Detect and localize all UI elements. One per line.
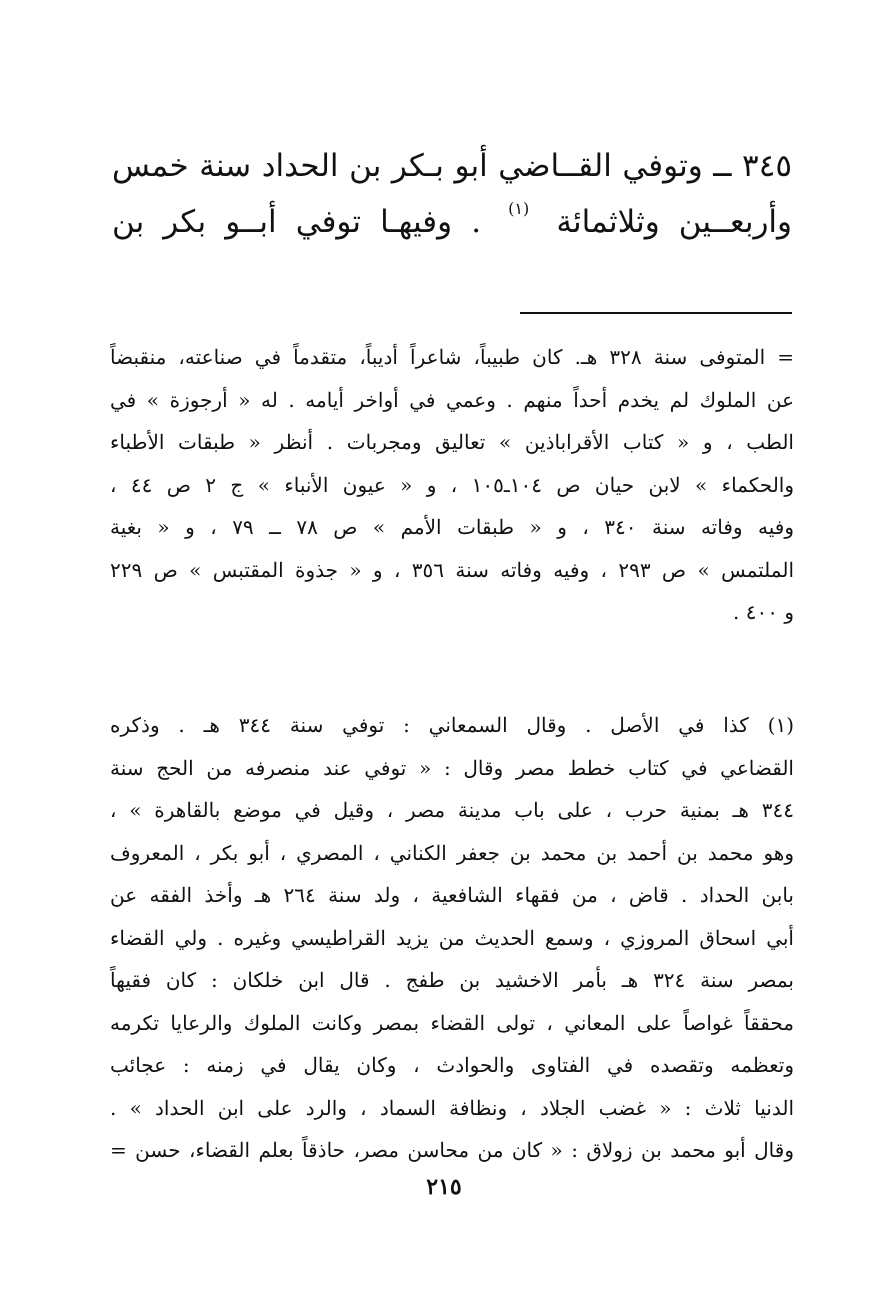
footnote-divider — [520, 312, 792, 314]
footnote-line: بمصر سنة ٣٢٤ هـ بأمر الاخشيد بن طفج . قال ابن خلكان : كان فقيهاً — [110, 968, 794, 992]
footnote-line: وتعظمه وتقصده في الفتاوى والحوادث ، وكان يقال في زمنه : عجائب — [110, 1053, 794, 1077]
footnote-line: والحكماء » لابن حيان ص ١٠٤ـ١٠٥ ، و « عيون الأنباء » ج ٢ ص ٤٤ ، — [110, 472, 794, 497]
footnote-line: الطب ، و « كتاب الأقراباذين » تعاليق ومجربات . أنظر « طبقات الأطباء — [110, 430, 794, 454]
main-line-2-end: وفيهـا توفي أبــو بكر بن — [112, 204, 453, 240]
main-line-2-start: وأربعــين وثلاثمائة — [556, 204, 792, 240]
main-line-2 — [112, 194, 792, 255]
footnote-line: أبي اسحاق المروزي ، وسمع الحديث من يزيد القراطيسي وغيره . ولي القضاء — [110, 925, 794, 950]
footnote-line: ٣٤٤ هـ بمنية حرب ، على باب مدينة مصر ، وقيل في موضع بالقاهرة » ، — [110, 798, 794, 822]
footnote-line: الملتمس » ص ٢٩٣ ، وفيه وفاته سنة ٣٥٦ ، و « جذوة المقتبس » ص ٢٢٩ — [110, 557, 794, 582]
main-line-1: ٣٤٥ ــ وتوفي القــاضي أبو بـكر بن الحداد سنة خمس — [112, 148, 792, 184]
footnote-line: وقال أبو محمد بن زولاق : « كان من محاسن مصر، حاذقاً بعلم القضاء، حسن = — [110, 1138, 794, 1162]
footnote-continued — [110, 336, 794, 634]
footnote-line: عن الملوك لم يخدم أحداً منهم . وعمي في أواخر أيامه . له « أرجوزة » في — [110, 387, 794, 412]
footnote-line: و ٤٠٠ . — [733, 600, 794, 624]
footnote-line: وفيه وفاته سنة ٣٤٠ ، و « طبقات الأمم » ص ٧٨ ــ ٧٩ ، و « بغية — [110, 515, 794, 539]
footnote-marker: (١) — [508, 199, 530, 218]
footnote-line: وهو محمد بن أحمد بن محمد بن جعفر الكناني ، المصري ، أبو بكر ، المعروف — [110, 840, 794, 865]
main-line-2-period: . — [471, 204, 482, 240]
footnote-1 — [110, 704, 794, 1172]
footnote-line: (١) كذا في الأصل . وقال السمعاني : توفي سنة ٣٤٤ هـ . وذكره — [110, 713, 794, 737]
footnote-line: الدنيا ثلاث : « غضب الجلاد ، ونظافة السماد ، والرد على ابن الحداد » . — [110, 1095, 794, 1120]
footnote-line: بابن الحداد . قاض ، من فقهاء الشافعية ، ولد سنة ٢٦٤ هـ وأخذ الفقه عن — [110, 883, 794, 907]
footnote-line: القضاعي في كتاب خطط مصر وقال : « توفي عند منصرفه من الحج سنة — [110, 755, 794, 780]
main-paragraph — [112, 138, 792, 255]
footnote-line: = المتوفى سنة ٣٢٨ هـ. كان طبيباً، شاعراً أديباً، متقدماً في صناعته، منقبضاً — [110, 345, 794, 369]
footnote-line: محققاً غواصاً على المعاني ، تولى القضاء بمصر وكانت الملوك والرعايا تكرمه — [110, 1010, 794, 1035]
page-number: ٢١٥ — [426, 1174, 462, 1200]
